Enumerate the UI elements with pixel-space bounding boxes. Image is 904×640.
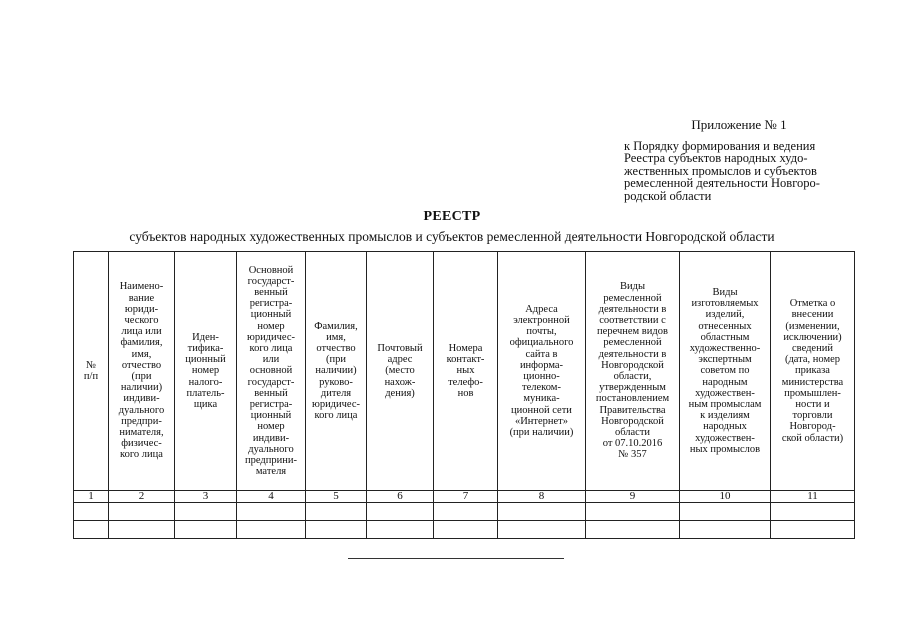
column-header-line: Иден- bbox=[192, 331, 219, 343]
column-header-line: фамилия, bbox=[120, 337, 163, 349]
column-header-line: предпри- bbox=[121, 415, 162, 427]
column-header-line: торговли bbox=[792, 410, 833, 422]
column-header-line: руково- bbox=[319, 376, 353, 388]
column-header-line: юридичес- bbox=[246, 331, 296, 343]
column-header-line: Номера bbox=[448, 342, 483, 354]
column-header-line: художествен- bbox=[695, 387, 755, 399]
column-header-line: Новгородской bbox=[601, 359, 664, 371]
column-header-line: (при bbox=[131, 371, 152, 382]
column-header-line: юридичес- bbox=[311, 399, 361, 410]
column-header-line: исключении) bbox=[783, 331, 842, 343]
column-header-line: (изменении, bbox=[785, 320, 840, 332]
table-cell bbox=[434, 521, 498, 539]
table-cell bbox=[306, 521, 367, 539]
column-header-line: почты, bbox=[526, 326, 557, 338]
column-header-line: «Интернет» bbox=[514, 415, 569, 427]
column-header-line: отчество bbox=[316, 342, 356, 354]
column-header-line: ремесленной bbox=[603, 337, 662, 349]
column-number: 11 bbox=[771, 491, 855, 503]
column-header-line: деятельности в bbox=[598, 303, 667, 315]
column-header-line: государст- bbox=[247, 376, 295, 388]
column-header-line: изготовляемых bbox=[691, 298, 759, 310]
column-header-1 bbox=[74, 252, 109, 491]
column-header-line: ционный bbox=[250, 410, 292, 422]
column-header-line: нимателя, bbox=[119, 427, 164, 439]
column-header-line: Отметка о bbox=[789, 298, 836, 310]
column-header-line: сайта в bbox=[525, 348, 558, 360]
column-header-line: платель- bbox=[186, 387, 225, 399]
column-header-line: ционно- bbox=[523, 371, 560, 382]
column-header-line: дения) bbox=[385, 387, 415, 399]
document-title: РЕЕСТР bbox=[423, 209, 481, 224]
column-number: 4 bbox=[237, 491, 306, 503]
column-header-5 bbox=[306, 252, 367, 491]
column-header-10 bbox=[680, 252, 771, 491]
table-cell bbox=[175, 521, 237, 539]
column-header-line: мателя bbox=[255, 466, 287, 478]
column-header-line: номер bbox=[191, 365, 220, 377]
table-cell bbox=[74, 503, 109, 521]
column-header-line: № 357 bbox=[618, 449, 647, 461]
column-number: 3 bbox=[175, 491, 237, 503]
column-header-line: венный bbox=[254, 387, 288, 399]
column-header-line: ционный bbox=[250, 309, 292, 321]
appendix-block bbox=[624, 119, 854, 202]
column-header-line: (дата, номер bbox=[784, 354, 841, 366]
table-cell bbox=[771, 521, 855, 539]
separator-line bbox=[348, 558, 564, 559]
table-cell bbox=[586, 521, 680, 539]
column-header-line: ных bbox=[456, 365, 475, 377]
column-header-line: Виды bbox=[712, 286, 738, 298]
column-number: 1 bbox=[74, 491, 109, 503]
column-number: 7 bbox=[434, 491, 498, 503]
column-header-line: Новгород- bbox=[789, 421, 836, 433]
column-header-7 bbox=[434, 252, 498, 491]
table-cell bbox=[498, 521, 586, 539]
table-cell bbox=[434, 503, 498, 521]
table-cell bbox=[586, 503, 680, 521]
column-header-line: (при bbox=[326, 354, 346, 366]
column-header-line: ской области) bbox=[781, 432, 844, 444]
appendix-line-4: ремесленной деятельности Новгоро- bbox=[624, 176, 820, 190]
table-cell bbox=[175, 503, 237, 521]
column-header-line: лица или bbox=[121, 326, 162, 338]
column-header-line: адрес bbox=[387, 354, 413, 366]
column-header-line: промышлен- bbox=[784, 387, 841, 399]
column-header-line: информа- bbox=[519, 359, 564, 371]
column-header-line: Основной bbox=[248, 264, 294, 276]
column-header-line: Новгородской bbox=[601, 415, 664, 427]
column-header-line: контакт- bbox=[446, 354, 485, 366]
table-cell bbox=[498, 503, 586, 521]
column-header-line: нахож- bbox=[384, 376, 416, 388]
column-header-line: постановлением bbox=[595, 393, 670, 405]
column-header-line: дуального bbox=[118, 404, 165, 416]
column-header-line: электронной bbox=[513, 314, 570, 326]
column-header-line: индиви- bbox=[252, 432, 290, 444]
table-cell bbox=[109, 521, 175, 539]
column-header-line: наличии) bbox=[120, 382, 163, 394]
column-header-line: регистра- bbox=[249, 298, 293, 310]
column-header-3 bbox=[175, 252, 237, 491]
column-header-line: телефо- bbox=[448, 376, 483, 388]
table-cell bbox=[680, 521, 771, 539]
column-header-line: к изделиям bbox=[700, 410, 750, 422]
column-header-line: ческого bbox=[124, 314, 159, 326]
column-number: 6 bbox=[367, 491, 434, 503]
column-header-line: экспертным bbox=[698, 354, 752, 366]
column-header-line: официального bbox=[509, 337, 574, 349]
column-header-line: вание bbox=[128, 292, 155, 304]
table-cell bbox=[74, 521, 109, 539]
column-header-line: индиви- bbox=[123, 393, 160, 405]
registry-table bbox=[73, 251, 855, 539]
column-header-line: Почтовый bbox=[377, 342, 423, 354]
column-header-line: дителя bbox=[320, 387, 352, 399]
column-header-line: художественно- bbox=[689, 342, 761, 354]
column-header-4 bbox=[237, 252, 306, 491]
table-cell bbox=[237, 503, 306, 521]
column-header-line: народных bbox=[703, 421, 747, 433]
column-header-line: телеком- bbox=[522, 382, 561, 394]
column-header-line: художествен- bbox=[695, 432, 755, 444]
appendix-line-1: к Порядку формирования и ведения bbox=[624, 138, 816, 153]
column-header-line: кого лица bbox=[314, 410, 358, 422]
column-number: 8 bbox=[498, 491, 586, 503]
table-cell bbox=[367, 503, 434, 521]
column-header-line: № bbox=[85, 359, 97, 371]
column-header-2 bbox=[109, 252, 175, 491]
column-header-line: государст- bbox=[247, 275, 295, 287]
column-header-line: соответствии с bbox=[599, 314, 666, 326]
column-header-line: нов bbox=[457, 387, 474, 399]
table-cell bbox=[306, 503, 367, 521]
column-header-line: Фамилия, bbox=[314, 320, 358, 332]
column-number: 9 bbox=[586, 491, 680, 503]
column-header-line: утвержденным bbox=[599, 382, 666, 394]
column-header-line: дуального bbox=[248, 443, 294, 455]
column-header-line: отнесенных bbox=[698, 320, 752, 332]
appendix-line-3: жественных промыслов и субъектов bbox=[624, 163, 817, 178]
column-header-line: Виды bbox=[619, 281, 646, 293]
column-header-line: основной bbox=[249, 365, 293, 377]
appendix-line-5: родской области bbox=[624, 188, 712, 203]
column-header-line: приказа bbox=[795, 365, 830, 377]
table-cell bbox=[367, 521, 434, 539]
column-header-line: кого лица bbox=[120, 449, 163, 461]
table-cell bbox=[771, 503, 855, 521]
column-header-line: изделий, bbox=[705, 309, 745, 321]
column-header-line: (при наличии) bbox=[509, 427, 574, 439]
column-header-line: перечнем видов bbox=[597, 326, 668, 338]
header-row bbox=[74, 252, 855, 491]
column-header-line: ционный bbox=[185, 354, 226, 366]
column-header-line: ционной сети bbox=[511, 404, 572, 416]
table-row bbox=[74, 521, 855, 539]
column-header-line: налого- bbox=[188, 376, 223, 388]
column-header-line: народным bbox=[702, 376, 748, 388]
column-header-line: или bbox=[262, 354, 280, 366]
column-header-line: деятельности в bbox=[598, 348, 667, 360]
column-header-6 bbox=[367, 252, 434, 491]
column-header-line: от 07.10.2016 bbox=[602, 438, 663, 450]
column-number: 5 bbox=[306, 491, 367, 503]
column-header-line: имя, bbox=[131, 348, 152, 360]
column-number-row bbox=[74, 491, 855, 503]
column-header-line: венный bbox=[254, 286, 288, 298]
column-header-line: области, bbox=[613, 371, 652, 382]
column-header-line: (место bbox=[385, 365, 415, 377]
column-number: 2 bbox=[109, 491, 175, 503]
column-header-line: физичес- bbox=[121, 438, 162, 450]
column-header-line: ремесленной bbox=[603, 292, 662, 304]
column-header-line: ности и bbox=[795, 399, 830, 410]
column-header-11 bbox=[771, 252, 855, 491]
column-header-line: ных промыслов bbox=[689, 443, 761, 455]
column-header-9 bbox=[586, 252, 680, 491]
table-cell bbox=[680, 503, 771, 521]
column-header-line: имя, bbox=[326, 331, 346, 343]
column-header-line: ным промыслам bbox=[688, 399, 762, 410]
column-header-line: министерства bbox=[781, 376, 844, 388]
column-header-line: п/п bbox=[83, 371, 99, 382]
document-subtitle: субъектов народных художественных промыслов и субъектов ремесленной деятельности Новгородской области bbox=[129, 229, 775, 244]
column-header-line: наличии) bbox=[315, 365, 357, 377]
column-header-line: тифика- bbox=[187, 342, 224, 354]
column-header-line: юриди- bbox=[124, 303, 159, 315]
column-header-line: номер bbox=[257, 320, 285, 332]
column-header-line: советом по bbox=[700, 365, 750, 377]
column-header-line: Адреса bbox=[525, 303, 558, 315]
table-cell bbox=[109, 503, 175, 521]
column-header-line: Правительства bbox=[599, 404, 666, 416]
table-cell bbox=[237, 521, 306, 539]
column-header-line: предприни- bbox=[245, 455, 297, 467]
column-header-8 bbox=[498, 252, 586, 491]
column-header-line: кого лица bbox=[249, 342, 293, 354]
column-header-line: Наимено- bbox=[119, 281, 164, 293]
table-row bbox=[74, 503, 855, 521]
column-header-line: областным bbox=[700, 331, 750, 343]
column-number: 10 bbox=[680, 491, 771, 503]
column-header-line: сведений bbox=[792, 342, 833, 354]
appendix-line-2: Реестра субъектов народных худо- bbox=[624, 151, 808, 165]
column-header-line: внесении bbox=[791, 309, 834, 321]
column-header-line: регистра- bbox=[249, 399, 293, 410]
appendix-number: Приложение № 1 bbox=[691, 117, 787, 132]
column-header-line: муника- bbox=[523, 393, 560, 405]
column-header-line: области bbox=[614, 427, 651, 439]
column-header-line: номер bbox=[257, 421, 285, 433]
column-header-line: щика bbox=[193, 399, 218, 410]
column-header-line: отчество bbox=[121, 359, 162, 371]
